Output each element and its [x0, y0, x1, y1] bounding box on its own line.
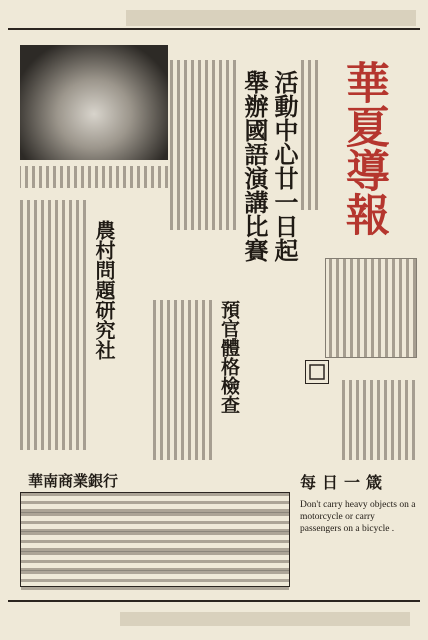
table-row: [21, 532, 289, 552]
table-row: [21, 571, 289, 590]
bank-ad-title: 華南商業銀行: [28, 472, 119, 490]
table-row: [21, 513, 289, 533]
rate-table: [20, 492, 290, 587]
article-body-secondary: [150, 300, 212, 460]
motto-heading: 每日一箴: [300, 473, 389, 492]
header-rule: [8, 28, 420, 30]
article-body-main: [170, 60, 236, 230]
photo-caption: [20, 166, 168, 188]
article-body-top-right: [300, 60, 318, 210]
motto-box: [300, 470, 416, 575]
seal-icon: [305, 360, 329, 384]
bottom-rule: [8, 600, 420, 602]
main-headline-line2: 舉辦國語演講比賽: [240, 70, 269, 262]
secondary-headline: 預官體格檢查: [218, 300, 240, 414]
motto-english: Don't carry heavy objects on a motorcycle or carry passengers on a bicycle .: [300, 500, 416, 534]
table-row: [21, 493, 289, 513]
masthead-title: 華夏導報: [337, 60, 389, 236]
performance-photo: [20, 45, 168, 160]
publisher-info-box: [325, 258, 417, 358]
top-header-strip: [8, 8, 420, 30]
header-banner-text: [126, 10, 416, 26]
article-body-left: [20, 200, 86, 450]
table-row: [21, 552, 289, 572]
bottom-footer-text: [120, 612, 410, 626]
article-body-right: [340, 380, 415, 460]
main-headline-line1: 活動中心廿一日起: [270, 70, 299, 262]
left-headline: 農村問題研究社: [92, 220, 116, 360]
